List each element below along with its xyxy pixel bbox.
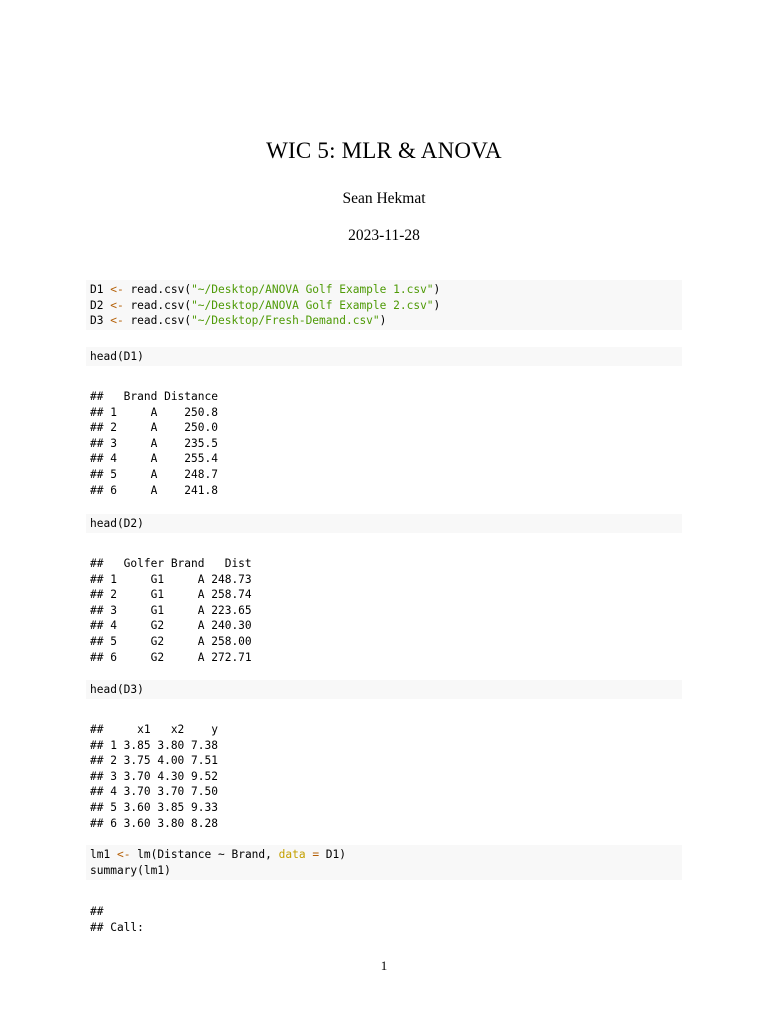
code-chunk-head-d2	[86, 514, 682, 533]
output-line: ## x1 x2 y	[90, 723, 218, 736]
code-line-lm: lm1 <- lm(Distance ~ Brand, data = D1)	[90, 848, 347, 861]
output-line: ## 6 G2 A 272.71	[90, 650, 252, 664]
code-line-summary: summary(lm1)	[90, 863, 171, 877]
output-line: ## 2 G1 A 258.74	[90, 588, 252, 602]
code-line-head-d3: head(D3)	[90, 683, 144, 696]
output-head-d1	[90, 389, 218, 498]
output-line: ## Call:	[90, 920, 144, 934]
output-line: ##	[90, 905, 104, 918]
output-line: ## 1 A 250.8	[90, 405, 218, 419]
output-line: ## 4 G2 A 240.30	[90, 619, 252, 633]
output-head-d2	[90, 556, 252, 665]
output-line: ## 5 3.60 3.85 9.33	[90, 800, 218, 814]
output-line: ## 6 3.60 3.80 8.28	[90, 816, 218, 830]
page-number: 1	[380, 958, 388, 973]
output-line: ## 3 A 235.5	[90, 436, 218, 450]
code-chunk-read-csv	[86, 280, 682, 330]
output-line: ## 3 3.70 4.30 9.52	[90, 769, 218, 783]
output-line: ## Golfer Brand Dist	[90, 557, 252, 570]
code-line-read-d3: D3 <- read.csv("~/Desktop/Fresh-Demand.csv")	[90, 314, 387, 328]
code-chunk-lm	[86, 845, 682, 880]
output-line: ## 2 3.75 4.00 7.51	[90, 754, 218, 768]
output-line: ## 4 3.70 3.70 7.50	[90, 785, 218, 799]
output-line: ## 6 A 241.8	[90, 483, 218, 497]
output-summary	[90, 904, 144, 935]
output-line: ## 1 3.85 3.80 7.38	[90, 738, 218, 752]
page-title: WIC 5: MLR & ANOVA	[266, 138, 502, 163]
code-chunk-head-d1	[86, 347, 682, 366]
output-line: ## Brand Distance	[90, 390, 218, 403]
code-line-head-d2: head(D2)	[90, 517, 144, 530]
code-line-read-d2: D2 <- read.csv("~/Desktop/ANOVA Golf Example 2.csv")	[90, 298, 441, 312]
author-name: Sean Hekmat	[342, 190, 426, 207]
document-date: 2023-11-28	[348, 227, 420, 244]
code-chunk-head-d3	[86, 680, 682, 699]
output-line: ## 5 A 248.7	[90, 467, 218, 481]
code-line-head-d1: head(D1)	[90, 350, 144, 363]
output-line: ## 5 G2 A 258.00	[90, 634, 252, 648]
code-line-read-d1: D1 <- read.csv("~/Desktop/ANOVA Golf Example 1.csv")	[90, 283, 441, 296]
output-line: ## 3 G1 A 223.65	[90, 603, 252, 617]
output-line: ## 1 G1 A 248.73	[90, 572, 252, 586]
output-line: ## 2 A 250.0	[90, 421, 218, 435]
output-head-d3	[90, 722, 218, 831]
output-line: ## 4 A 255.4	[90, 452, 218, 466]
